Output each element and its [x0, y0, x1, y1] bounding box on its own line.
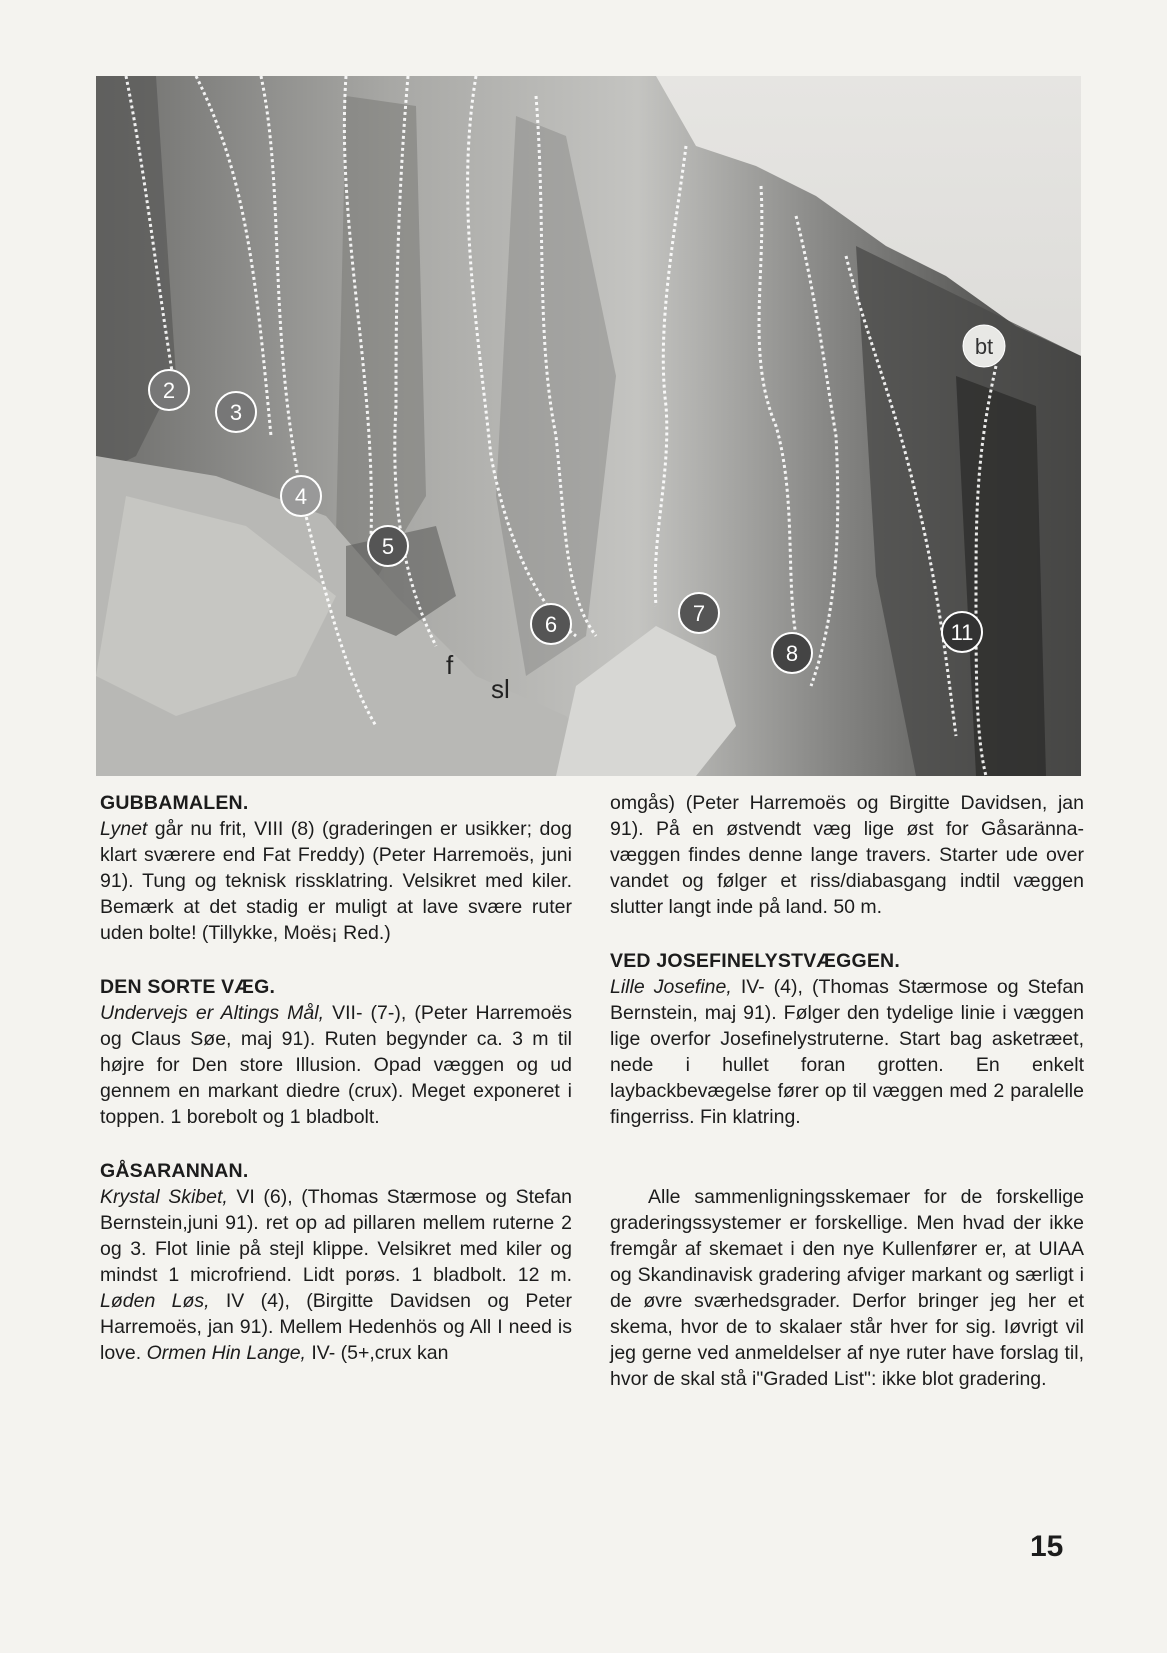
route-entry-continuation: omgås) (Peter Harremoës og Birgitte Davidsen, jan 91). På en østvendt væg lige øst for Gåsaränna-væggen findes denne lange travers. Starter ude over vandet og følger et riss/diabasgang indtil væggen slutter langt inde på land. 50 m. — [610, 792, 1084, 918]
route-marker-bt — [963, 325, 1005, 367]
section-title-josefinelyst: VED JOSEFINELYSTVÆGGEN. — [610, 950, 900, 972]
route-marker-3 — [216, 392, 256, 432]
svg-text:11: 11 — [950, 620, 974, 645]
route-label-f: f — [446, 650, 454, 680]
svg-text:6: 6 — [544, 612, 558, 637]
route-name: Ormen Hin Lange, — [146, 1342, 306, 1364]
svg-text:bt: bt — [974, 334, 994, 359]
svg-text:4: 4 — [294, 484, 308, 509]
route-marker-11 — [942, 612, 982, 652]
cliff-photo — [96, 76, 1081, 776]
route-marker-4 — [281, 476, 321, 516]
route-entry-undervejs: Undervejs er Altings Mål, VII- (7-), (Peter Harremoës og Claus Søe, maj 91). Ruten begynder ca. 3 m til højre for Den store Illusion. Opad væggen og ud gennem en markant diedre (crux). Meget exponeret i toppen. 1 borebolt og 1 bladbolt. — [100, 1002, 572, 1128]
route-entry-lille-josefine: Lille Josefine, IV- (4), (Thomas Stærmose og Stefan Bernstein, maj 91). Følger den tydelige linie i væggen lige overfor Josefinelystruterne. Start bag asketræet, nede i hullet foran grotten. En enkelt laybackbevægelse fører op til væggen med 2 paralelle fingerriss. Fin klatring. — [610, 976, 1085, 1128]
page-number: 15 — [1030, 1530, 1064, 1563]
route-label: 2 — [162, 378, 176, 403]
route-marker-2 — [149, 370, 189, 410]
right-column — [610, 790, 1084, 1392]
route-name: Lille Josefine, — [610, 976, 732, 998]
route-label-sl: sl — [491, 674, 510, 704]
route-entry-krystal-skibet: Krystal Skibet, VI (6), (Thomas Stærmose og Stefan Bernstein,juni 91). ret op ad pillaren mellem ruterne 2 og 3. Flot linie på stejl klippe. Velsikret med kiler og mindst 1 microfriend. Lidt porøs. 1 bladbolt. 12 m. Løden Løs, IV (4), (Birgitte Davidsen og Peter Harremoës, jan 91). Mellem Hedenhös og All I need is love. Ormen Hin Lange, IV- (5+,crux kan — [100, 1186, 572, 1364]
route-marker-5 — [368, 526, 408, 566]
section-title-den-sorte-vaeg: DEN SORTE VÆG. — [100, 976, 276, 998]
section-title-gubbamalen: GUBBAMALEN. — [100, 792, 249, 814]
route-entry-lynet: Lynet går nu frit, VIII (8) (graderingen er usikker; dog klart sværere end Fat Freddy) (Peter Harremoës, juni 91). Tung og teknisk rissklatring. Velsikret med kiler. Bemærk at det stadig er muligt at lave svære ruter uden bolte! (Tillykke, Moës¡ Red.) — [100, 818, 572, 944]
svg-text:8: 8 — [785, 641, 799, 666]
svg-text:3: 3 — [229, 400, 243, 425]
svg-text:7: 7 — [692, 601, 706, 626]
route-name: Krystal Skibet, — [100, 1186, 228, 1208]
closing-paragraph: Alle sammenligningsskemaer for de forskellige graderingssystemer er forskellige. Men hvad der ikke fremgår af skemaet i den nye Kullenfører er, at UIAA og Skandinavisk gradering afviger markant og særligt i de øvre sværhedsgrader. Derfor bringer jeg her et skema, hvor de to skalaer står hver for sig. Iøvrigt vil jeg gerne ved anmeldelser af nye ruter have forslag til, hvor de skal stå i"Graded List": ikke blot gradering. — [610, 1186, 1084, 1390]
route-marker-6 — [531, 604, 571, 644]
route-name: Lynet — [100, 818, 148, 840]
route-name: Undervejs er Altings Mål, — [100, 1002, 325, 1024]
route-name: Løden Løs, — [100, 1290, 210, 1312]
route-marker-8 — [772, 633, 812, 673]
route-marker-7 — [679, 593, 719, 633]
section-title-gasarannan: GÅSARANNAN. — [100, 1160, 249, 1182]
svg-text:5: 5 — [381, 534, 395, 559]
left-column — [100, 790, 572, 1366]
